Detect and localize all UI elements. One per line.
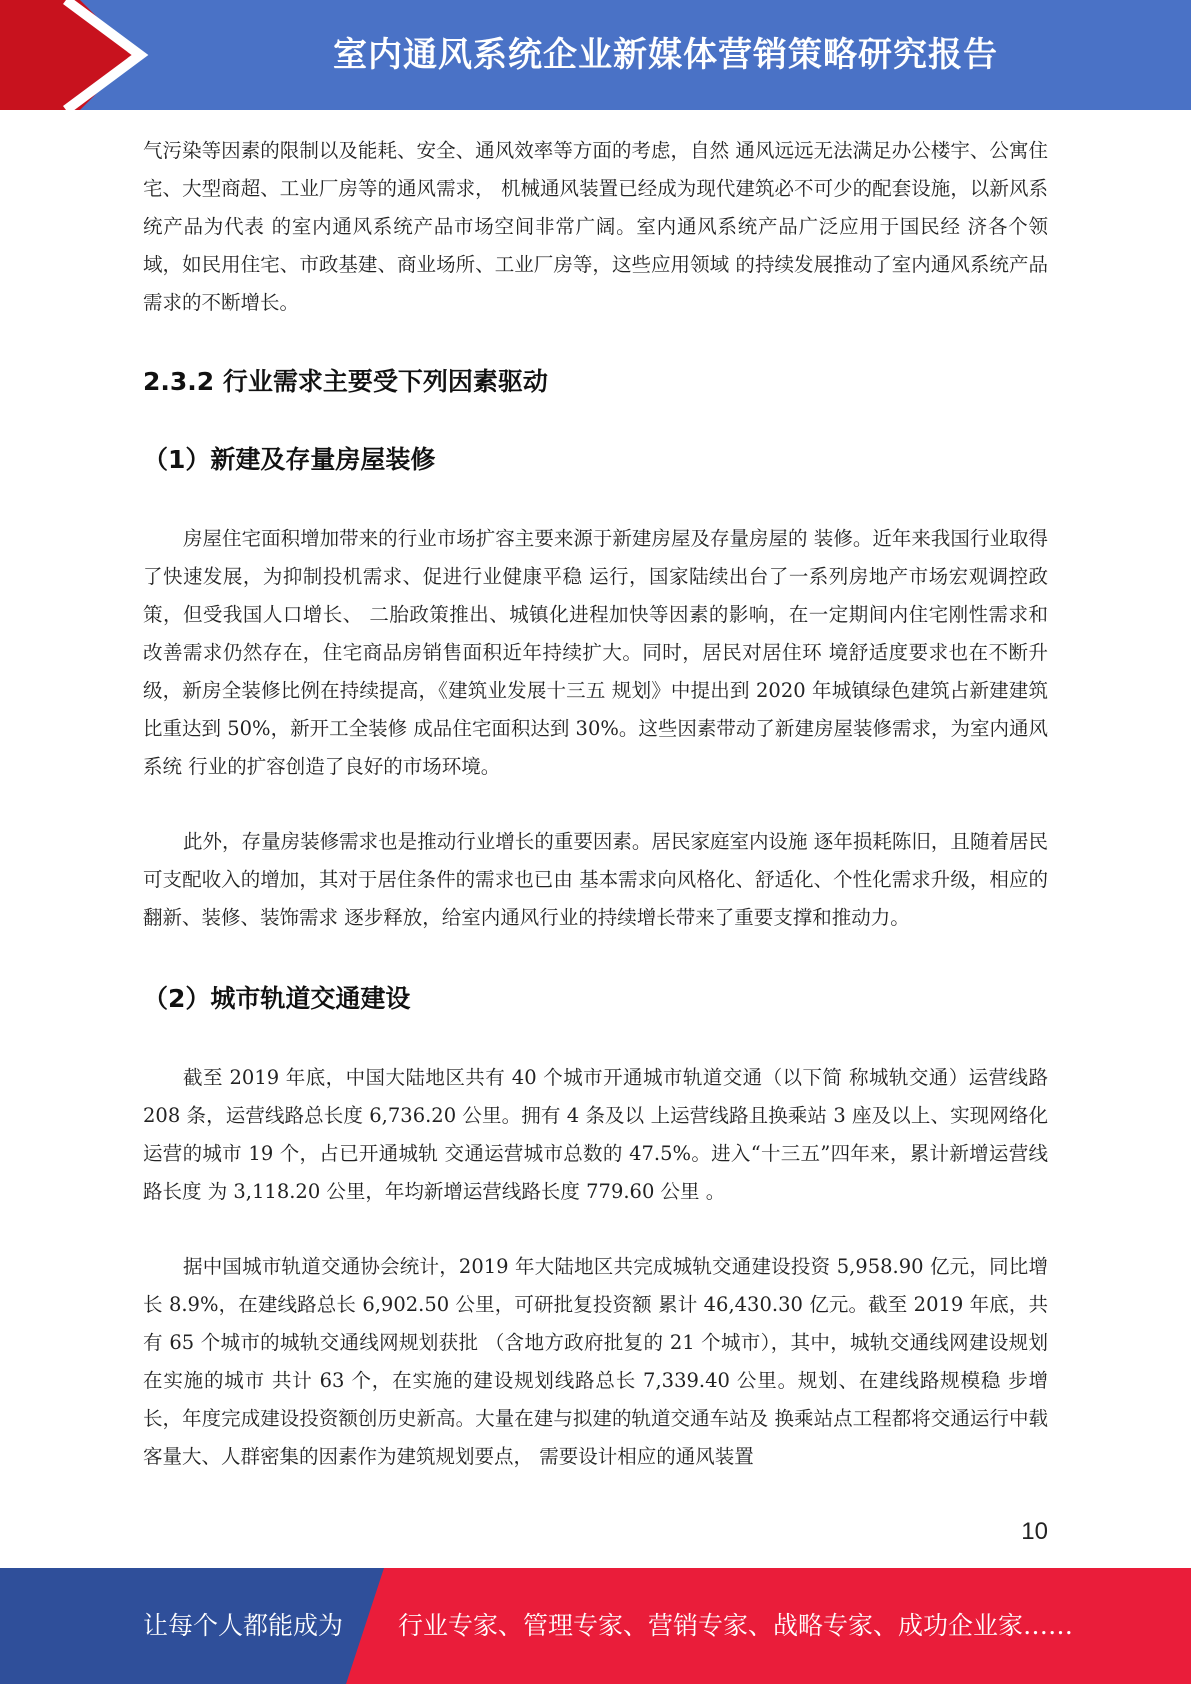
body-paragraph: 房屋住宅面积增加带来的行业市场扩容主要来源于新建房屋及存量房屋的 装修。近年来我国行业取得了快速发展，为抑制投机需求、促进行业健康平稳 运行，国家陆续出台了一系列房地产市场宏观调控政策，但受我国人口增长、 二胎政策推出、城镇化进程加快等因素的影响，在一定期间内住宅刚性需求和 改善需求仍然存在，住宅商品房销售面积近年持续扩大。同时，居民对居住环 境舒适度要求也在不断升级，新房全装修比例在持续提高，《建筑业发展十三五 规划》中提出到 2020 年城镇绿色建筑占新建建筑比重达到 50%，新开工全装修 成品住宅面积达到 30%。这些因素带动了新建房屋装修需求，为室内通风系统 行业的扩容创造了良好的市场环境。 [143, 527, 1048, 778]
footer-slogan-left: 让每个人都能成为 [143, 1611, 344, 1640]
body-paragraph: 据中国城市轨道交通协会统计，2019 年大陆地区共完成城轨交通建设投资 5,958.90 亿元，同比增长 8.9%，在建线路总长 6,902.50 公里，可研批复投资额 累计 46,430.30 亿元。截至 2019 年底，共有 65 个城市的城轨交通线网规划获批 （含地方政府批复的 21 个城市），其中，城轨交通线网建设规划在实施的城市 共计 63 个，在实施的建设规划线路总长 7,339.40 公里。规划、在建线路规模稳 步增长，年度完成建设投资额创历史新高。大量在建与拟建的轨道交通车站及 换乘站点工程都将交通运行中载客量大、人群密集的因素作为建筑规划要点， 需要设计相应的通风装置 [143, 1255, 1048, 1468]
section-heading: 2.3.2 行业需求主要受下列因素驱动 [143, 367, 548, 396]
subsection-heading-renovation: （1）新建及存量房屋装修 [143, 445, 436, 474]
subsection-heading-rail-transit: （2）城市轨道交通建设 [143, 984, 411, 1013]
body-paragraph: 此外，存量房装修需求也是推动行业增长的重要因素。居民家庭室内设施 逐年损耗陈旧，且随着居民可支配收入的增加，其对于居住条件的需求也已由 基本需求向风格化、舒适化、个性化需求升级，相应的翻新、装修、装饰需求 逐步释放，给室内通风行业的持续增长带来了重要支撑和推动力。 [143, 830, 1048, 929]
page-footer-band [0, 1568, 1191, 1684]
body-paragraph: 气污染等因素的限制以及能耗、安全、通风效率等方面的考虑，自然 通风远远无法满足办公楼宇、公寓住宅、大型商超、工业厂房等的通风需求， 机械通风装置已经成为现代建筑必不可少的配套设施，以新风系统产品为代表 的室内通风系统产品市场空间非常广阔。室内通风系统产品广泛应用于国民经 济各个领域，如民用住宅、市政基建、商业场所、工业厂房等，这些应用领域 的持续发展推动了室内通风系统产品需求的不断增长。 [143, 139, 1048, 314]
footer-slogan-right: 行业专家、管理专家、营销专家、战略专家、成功企业家…… [398, 1611, 1074, 1640]
body-paragraph: 截至 2019 年底，中国大陆地区共有 40 个城市开通城市轨道交通（以下简 称城轨交通）运营线路 208 条，运营线路总长度 6,736.20 公里。拥有 4 条及以 上运营线路且换乘站 3 座及以上、实现网络化运营的城市 19 个，占已开通城轨 交通运营城市总数的 47.5%。进入“十三五”四年来，累计新增运营线路长度 为 3,118.20 公里，年均新增运营线路长度 779.60 公里 。 [143, 1066, 1048, 1203]
header-arrow-decoration [0, 0, 160, 110]
page-content [143, 132, 1048, 1476]
report-title: 室内通风系统企业新媒体营销策略研究报告 [333, 35, 998, 75]
page-header-band [0, 0, 1191, 110]
page-number: 10 [1021, 1518, 1048, 1545]
